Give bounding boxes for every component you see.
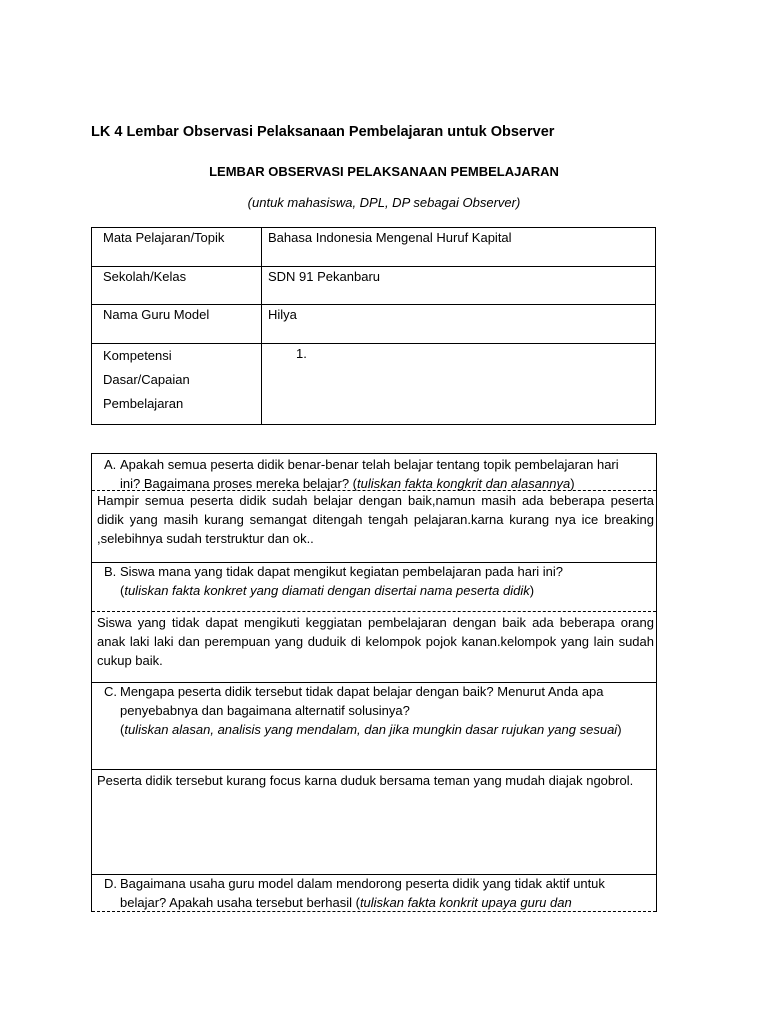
form-heading: LEMBAR OBSERVASI PELAKSANAAN PEMBELAJARAN <box>209 164 559 179</box>
kompetensi-value: 1. <box>262 344 656 425</box>
kompetensi-label-line-2: Dasar/Capaian <box>103 372 190 387</box>
form-subheading: (untuk mahasiswa, DPL, DP sebagai Observer) <box>247 195 521 210</box>
dashed-divider <box>92 611 656 612</box>
kompetensi-label <box>92 344 262 425</box>
question-b <box>92 562 656 600</box>
answer-c: Peserta didik tersebut kurang focus karna duduk bersama teman yang mudah diajak ngobrol. <box>97 773 634 788</box>
kompetensi-label-line-3: Pembelajaran <box>103 396 184 411</box>
question-b-line-1: Siswa mana yang tidak dapat mengikut kegiatan pembelajaran pada hari ini? <box>120 564 564 579</box>
question-c-hint: tuliskan alasan, analisis yang mendalam, dan jika mungkin dasar rujukan yang sesuai <box>124 722 618 737</box>
question-b-open: ( <box>120 583 125 598</box>
document-title: LK 4 Lembar Observasi Pelaksanaan Pembelajaran untuk Observer <box>91 124 555 140</box>
guru-value: Hilya <box>262 305 656 344</box>
kompetensi-label-line-1: Kompetensi <box>103 348 172 363</box>
question-d-line-2: belajar? Apakah usaha tersebut berhasil ( <box>120 895 360 910</box>
question-c-letter: C. <box>104 684 117 699</box>
answer-a: Hampir semua peserta didik sudah belajar dengan baik,namun masih ada beberapa peserta didik yang masih kurang semangat ditengah tengah pelajaran.karna kurang nya ice breaking ,selebihnya sudah terstruktur dan ok.. <box>97 493 654 546</box>
question-d-line-1: Bagaimana usaha guru model dalam mendorong peserta didik yang tidak aktif untuk <box>120 876 605 891</box>
mapel-label: Mata Pelajaran/Topik <box>92 228 262 267</box>
question-b-letter: B. <box>104 564 117 579</box>
question-d-hint: tuliskan fakta konkrit upaya guru dan <box>359 895 572 910</box>
guru-label: Nama Guru Model <box>92 305 262 344</box>
question-a <box>92 455 656 493</box>
question-c-open: ( <box>120 722 125 737</box>
answer-b: Siswa yang tidak dapat mengikuti keggiatan pembelajaran dengan baik ada beberapa orang anak laki laki dan perempuan yang duduik di kelompok pojok kanan.kelompok yang lain sudah cukup baik. <box>97 615 654 668</box>
info-row-kompetensi <box>92 344 656 425</box>
question-a-hint: tuliskan fakta kongkrit dan alasannya <box>357 476 571 491</box>
question-a-close: ) <box>570 476 575 491</box>
sekolah-value: SDN 91 Pekanbaru <box>262 267 656 305</box>
sekolah-label: Sekolah/Kelas <box>92 267 262 305</box>
question-a-line-2: ini? Bagaimana proses mereka belajar? ( <box>120 476 358 491</box>
question-c-close: ) <box>617 722 622 737</box>
section-divider <box>92 769 656 770</box>
dashed-divider <box>92 911 656 912</box>
question-d-letter: D. <box>104 876 117 891</box>
info-row-sekolah <box>92 267 656 305</box>
info-table <box>91 227 656 425</box>
info-row-mapel <box>92 228 656 267</box>
question-d <box>92 874 656 912</box>
question-a-line-1: Apakah semua peserta didik benar-benar telah belajar tentang topik pembelajaran hari <box>120 457 619 472</box>
mapel-value: Bahasa Indonesia Mengenal Huruf Kapital <box>262 228 656 267</box>
info-row-guru <box>92 305 656 344</box>
question-c-line-2: penyebabnya dan bagaimana alternatif solusinya? <box>120 703 410 718</box>
question-c <box>92 682 656 739</box>
question-b-hint: tuliskan fakta konkret yang diamati dengan disertai nama peserta didik <box>124 583 530 598</box>
question-a-letter: A. <box>104 457 117 472</box>
question-c-line-1: Mengapa peserta didik tersebut tidak dapat belajar dengan baik? Menurut Anda apa <box>120 684 604 699</box>
observation-box <box>91 453 657 912</box>
question-b-close: ) <box>529 583 535 598</box>
